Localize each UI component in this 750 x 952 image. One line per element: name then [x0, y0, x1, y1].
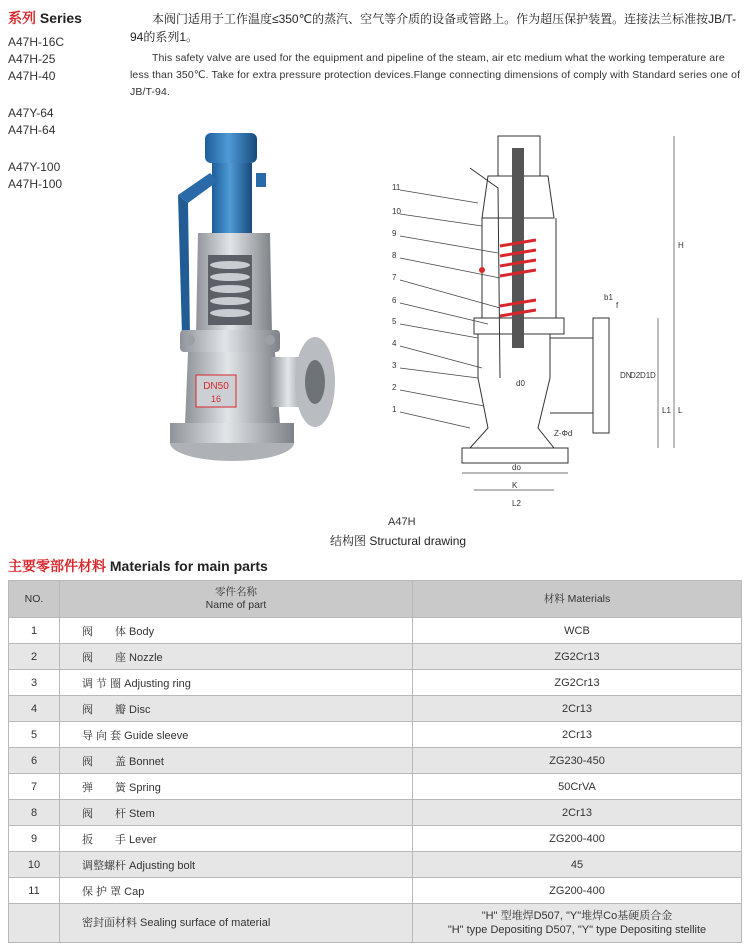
- cell-no: 3: [9, 670, 60, 696]
- description-en: This safety valve are used for the equipment and pipeline of the steam, air etc medium what the working temperature are less than 350℃. Take for extra pressure protection devices.Flange connecting dimensions of comply with Standard series one of JB/T-94.: [130, 52, 741, 98]
- part-number-label: 1: [392, 405, 397, 414]
- cell-material: WCB: [413, 618, 742, 644]
- dimension-label: H: [678, 241, 684, 250]
- part-number-label: 10: [392, 207, 401, 216]
- model-item: A47Y-64: [8, 106, 54, 120]
- part-number-label: 7: [392, 273, 397, 282]
- materials-heading: [8, 556, 268, 576]
- dimension-label: D: [650, 371, 656, 380]
- dimension-label: b1: [604, 293, 613, 302]
- cell-material: [413, 904, 742, 943]
- cell-material: ZG200-400: [413, 878, 742, 904]
- table-row: [9, 852, 742, 878]
- sealing-material-cn: "H" 型堆焊D507, "Y"堆焊Co基硬质合金: [481, 910, 673, 922]
- dimension-label: DN: [620, 371, 632, 380]
- cell-material: 45: [413, 852, 742, 878]
- cell-name: 阀 体 Body: [60, 618, 413, 644]
- series-heading-cn: 系列: [8, 10, 36, 26]
- table-row: [9, 696, 742, 722]
- cell-name: 调 节 圈 Adjusting ring: [60, 670, 413, 696]
- table-row: [9, 644, 742, 670]
- part-number-label: 2: [392, 383, 397, 392]
- cell-name: 阀 盖 Bonnet: [60, 748, 413, 774]
- cell-material: ZG2Cr13: [413, 670, 742, 696]
- drawing-caption: 结构图 Structural drawing: [330, 534, 467, 548]
- materials-heading-cn: 主要零部件材料: [8, 558, 106, 574]
- cell-material: 2Cr13: [413, 696, 742, 722]
- part-number-label: 4: [392, 339, 397, 348]
- cell-no: 10: [9, 852, 60, 878]
- series-heading: [8, 8, 82, 28]
- sealing-material-en: "H" type Depositing D507, "Y" type Depositing stellite: [447, 924, 707, 936]
- dimension-label: d0: [516, 379, 525, 388]
- table-row: [9, 774, 742, 800]
- model-list: [8, 34, 64, 193]
- cell-material: ZG200-400: [413, 826, 742, 852]
- model-item: A47H-16C: [8, 35, 65, 49]
- table-row: [9, 826, 742, 852]
- table-row: [9, 670, 742, 696]
- series-heading-en: Series: [39, 10, 82, 26]
- cell-material: ZG230-450: [413, 748, 742, 774]
- plate-text-2: 16: [210, 394, 222, 404]
- cell-material: 50CrVA: [413, 774, 742, 800]
- column-header-name: [60, 581, 413, 618]
- cell-name: 阀 座 Nozzle: [60, 644, 413, 670]
- column-header-material: 材料 Materials: [413, 581, 742, 618]
- cell-name: 导 向 套 Guide sleeve: [60, 722, 413, 748]
- model-item: A47H-64: [8, 123, 56, 137]
- cell-name: 调整螺杆 Adjusting bolt: [60, 852, 413, 878]
- description-cn: 本阀门适用于工作温度≤350℃的蒸汽、空气等介质的设备或管路上。作为超压保护装置。连接法兰标准按JB/T-94的系列1。: [130, 12, 737, 44]
- part-number-label: 9: [392, 229, 397, 238]
- materials-table: [8, 580, 742, 943]
- cell-name: 阀 瓣 Disc: [60, 696, 413, 722]
- materials-heading-en: Materials for main parts: [109, 558, 268, 574]
- cell-no: 6: [9, 748, 60, 774]
- cell-no: 1: [9, 618, 60, 644]
- cell-name: 阀 杆 Stem: [60, 800, 413, 826]
- cell-material: ZG2Cr13: [413, 644, 742, 670]
- column-header-no: NO.: [9, 581, 60, 618]
- cell-name: 弹 簧 Spring: [60, 774, 413, 800]
- dimension-label: D1: [640, 371, 651, 380]
- cell-no: 4: [9, 696, 60, 722]
- table-row: [9, 800, 742, 826]
- valve-photo: [160, 125, 340, 475]
- cell-material: 2Cr13: [413, 722, 742, 748]
- dimension-label: f: [616, 301, 619, 310]
- dimension-label: do: [512, 463, 521, 472]
- table-row: [9, 618, 742, 644]
- table-row: [9, 748, 742, 774]
- part-number-label: 6: [392, 296, 397, 305]
- cell-no: 8: [9, 800, 60, 826]
- cell-no: 9: [9, 826, 60, 852]
- dimension-label: L2: [512, 499, 521, 508]
- cell-name: 扳 手 Lever: [60, 826, 413, 852]
- model-item: A47H-40: [8, 69, 56, 83]
- cell-material: 2Cr13: [413, 800, 742, 826]
- table-header-row: [9, 581, 742, 618]
- dimension-label: L: [678, 406, 683, 415]
- dimension-label: L1: [662, 406, 671, 415]
- model-gap: [8, 139, 64, 159]
- cell-no: 2: [9, 644, 60, 670]
- column-header-name-en: Name of part: [205, 599, 267, 611]
- cell-no: [9, 904, 60, 943]
- drawing-model-caption: A47H: [388, 516, 416, 528]
- model-item: A47H-100: [8, 177, 63, 191]
- cell-no: 7: [9, 774, 60, 800]
- part-number-label: 8: [392, 251, 397, 260]
- model-gap: [8, 85, 64, 105]
- cell-no: 11: [9, 878, 60, 904]
- cell-name: 保 护 罩 Cap: [60, 878, 413, 904]
- table-row-sealing: [9, 904, 742, 943]
- dimension-label: D2: [630, 371, 641, 380]
- dimension-label: Z-Φd: [554, 429, 573, 438]
- model-item: A47H-25: [8, 52, 56, 66]
- column-header-name-cn: 零件名称: [215, 586, 257, 598]
- part-number-label: 3: [392, 361, 397, 370]
- part-number-label: 11: [392, 183, 401, 192]
- cell-no: 5: [9, 722, 60, 748]
- dimension-label: K: [512, 481, 518, 490]
- table-row: [9, 722, 742, 748]
- part-number-label: 5: [392, 317, 397, 326]
- table-row: [9, 878, 742, 904]
- structural-drawing: [378, 128, 748, 513]
- plate-text-1: DN50: [203, 381, 229, 392]
- cell-name: 密封面材料 Sealing surface of material: [60, 904, 413, 943]
- model-item: A47Y-100: [8, 160, 61, 174]
